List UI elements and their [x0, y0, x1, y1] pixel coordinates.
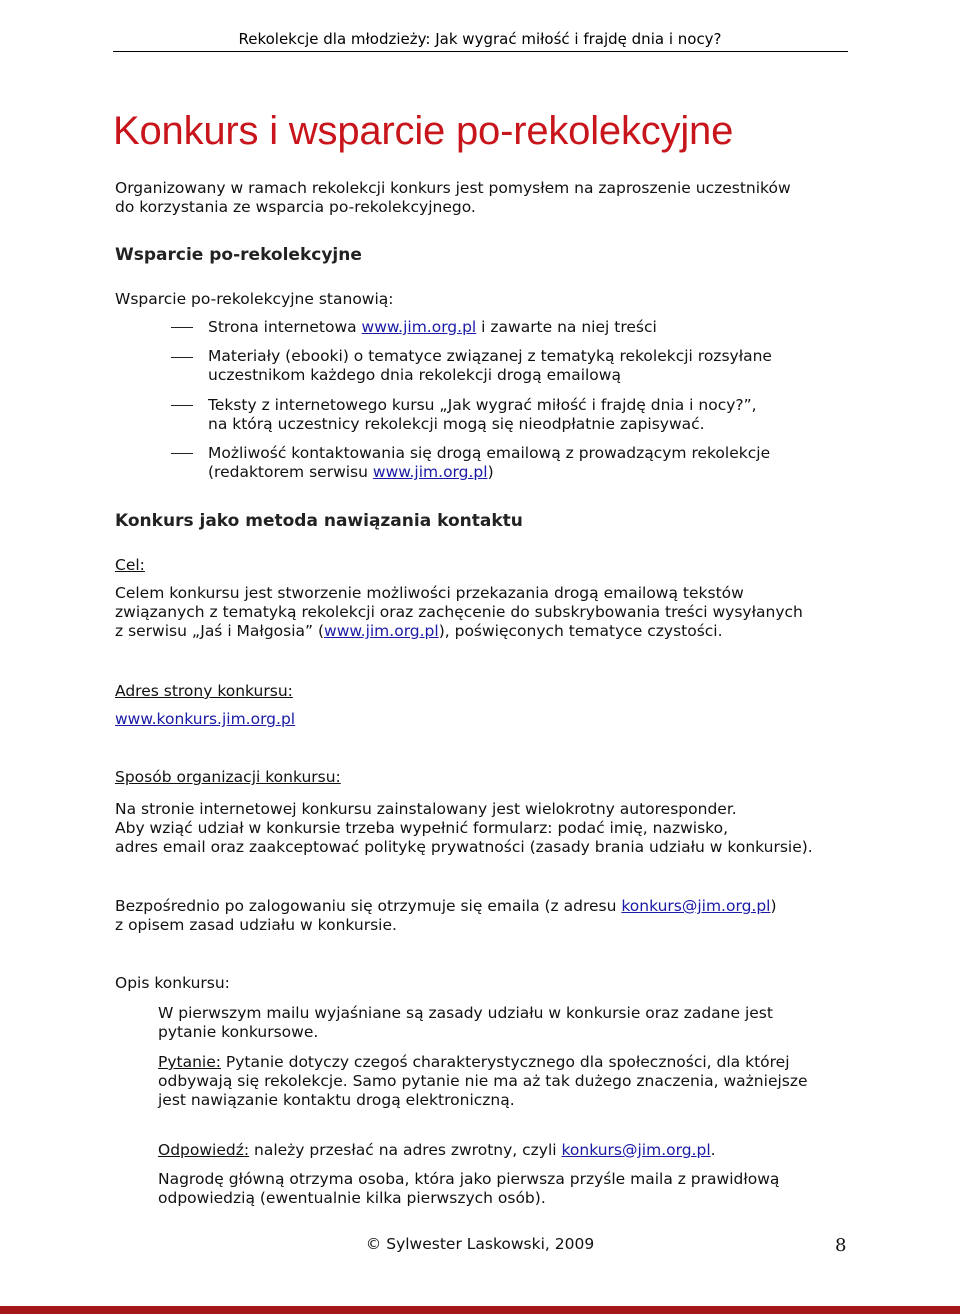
- desc-label: Opis konkursu:: [115, 974, 230, 992]
- cel-line-text: z serwisu „Jaś i Małgosia” (: [115, 622, 325, 640]
- question-paragraph: [158, 1053, 838, 1110]
- konkurs-email-link[interactable]: konkurs@jim.org.pl: [621, 897, 771, 915]
- address-label: [115, 682, 855, 701]
- answer-text: .: [710, 1141, 716, 1159]
- question-line: odbywają się rekolekcje. Samo pytanie nie ma aż tak dużego znaczenia, ważniejsze: [158, 1072, 808, 1090]
- answer-label: Odpowiedź:: [158, 1141, 250, 1159]
- address-label-text: Adres strony konkursu:: [115, 682, 293, 700]
- footer-bar: [0, 1306, 960, 1314]
- section-heading-wsparcie: Wsparcie po-rekolekcyjne: [115, 245, 362, 265]
- cel-label: [115, 556, 855, 575]
- question-text: Pytanie dotyczy czegoś charakterystycznego dla społeczności, dla której: [220, 1053, 790, 1071]
- desc-paragraph: [158, 1004, 838, 1042]
- jim-link[interactable]: www.jim.org.pl: [372, 463, 488, 481]
- list-item-text: ): [487, 463, 494, 481]
- desc-line: W pierwszym mailu wyjaśniane są zasady udziału w konkursie oraz zadane jest: [158, 1004, 773, 1022]
- list-item: [208, 444, 828, 482]
- dash-bullet-icon: [171, 327, 193, 328]
- cel-line: Celem konkursu jest stworzenie możliwości przekazania drogą emailową tekstów: [115, 584, 744, 602]
- list-item-text: i zawarte na niej treści: [476, 318, 657, 336]
- header-rule: [113, 51, 848, 52]
- cel-line: [115, 622, 855, 641]
- cel-line-text: ), poświęconych tematyce czystości.: [438, 622, 723, 640]
- org-label-text: Sposób organizacji konkursu:: [115, 768, 341, 786]
- intro-line: Organizowany w ramach rekolekcji konkurs jest pomysłem na zaproszenie uczestników: [115, 179, 791, 197]
- dash-bullet-icon: [171, 453, 193, 454]
- konkurs-email-link[interactable]: konkurs@jim.org.pl: [561, 1141, 711, 1159]
- org-line: Na stronie internetowej konkursu zainstalowany jest wielokrotny autoresponder.: [115, 800, 737, 818]
- desc-line: pytanie konkursowe.: [158, 1023, 319, 1041]
- jim-link[interactable]: www.jim.org.pl: [361, 318, 477, 336]
- cel-line: związanych z tematyką rekolekcji oraz zachęcenie do subskrybowania treści wysyłanych: [115, 603, 803, 621]
- page-title: Konkurs i wsparcie po-rekolekcyjne: [113, 109, 734, 153]
- jim-link[interactable]: www.jim.org.pl: [324, 622, 439, 640]
- copyright: © Sylwester Laskowski, 2009: [365, 1235, 595, 1253]
- running-header: Rekolekcje dla młodzieży: Jak wygrać miłość i frajdę dnia i nocy?: [238, 30, 722, 48]
- list-item-text: Strona internetowa: [208, 318, 362, 336]
- prize-line: odpowiedzią (ewentualnie kilka pierwszych osób).: [158, 1189, 546, 1207]
- dash-bullet-icon: [171, 357, 193, 358]
- after-line: z opisem zasad udziału w konkursie.: [115, 916, 397, 934]
- prize-paragraph: [158, 1170, 838, 1208]
- list-item: [208, 347, 828, 385]
- after-line-text: ): [770, 897, 777, 915]
- page-number: 8: [835, 1235, 847, 1256]
- question-label: Pytanie:: [158, 1053, 221, 1071]
- address-line: [115, 710, 855, 729]
- list-item-text: [208, 463, 828, 482]
- list-item-text: uczestnikom każdego dnia rekolekcji drogą emailową: [208, 366, 621, 384]
- question-line: [158, 1053, 838, 1072]
- konkurs-site-link[interactable]: www.konkurs.jim.org.pl: [115, 710, 296, 728]
- cel-label-text: Cel:: [115, 556, 145, 574]
- list-item-text: na którą uczestnicy rekolekcji mogą się nieodpłatnie zapisywać.: [208, 415, 705, 433]
- section-lead: Wsparcie po-rekolekcyjne stanowią:: [115, 290, 394, 308]
- after-line-text: Bezpośrednio po zalogowaniu się otrzymuje się emaila (z adresu: [115, 897, 622, 915]
- question-line: jest nawiązanie kontaktu drogą elektroniczną.: [158, 1091, 515, 1109]
- list-item-text: Możliwość kontaktowania się drogą emailową z prowadzącym rekolekcje: [208, 444, 771, 462]
- section-heading-konkurs: Konkurs jako metoda nawiązania kontaktu: [115, 511, 523, 531]
- answer-paragraph: [158, 1141, 838, 1160]
- prize-line: Nagrodę główną otrzyma osoba, która jako pierwsza przyśle maila z prawidłową: [158, 1170, 780, 1188]
- cel-paragraph: [115, 584, 855, 641]
- list-item-text: (redaktorem serwisu: [208, 463, 373, 481]
- org-line: adres email oraz zaakceptować politykę prywatności (zasady brania udziału w konkursie).: [115, 838, 813, 856]
- dash-bullet-icon: [171, 405, 193, 406]
- list-item-text: Teksty z internetowego kursu „Jak wygrać miłość i frajdę dnia i nocy?”,: [208, 396, 757, 414]
- after-line: [115, 897, 875, 916]
- intro-paragraph: [115, 179, 855, 217]
- org-label: [115, 768, 855, 787]
- after-login-paragraph: [115, 897, 875, 935]
- org-line: Aby wziąć udział w konkursie trzeba wypełnić formularz: podać imię, nazwisko,: [115, 819, 728, 837]
- list-item: [208, 318, 828, 337]
- intro-line: do korzystania ze wsparcia po-rekolekcyjnego.: [115, 198, 476, 216]
- org-paragraph: [115, 800, 875, 857]
- answer-text: należy przesłać na adres zwrotny, czyli: [249, 1141, 562, 1159]
- list-item-text: Materiały (ebooki) o tematyce związanej z tematyką rekolekcji rozsyłane: [208, 347, 772, 365]
- list-item: [208, 396, 828, 434]
